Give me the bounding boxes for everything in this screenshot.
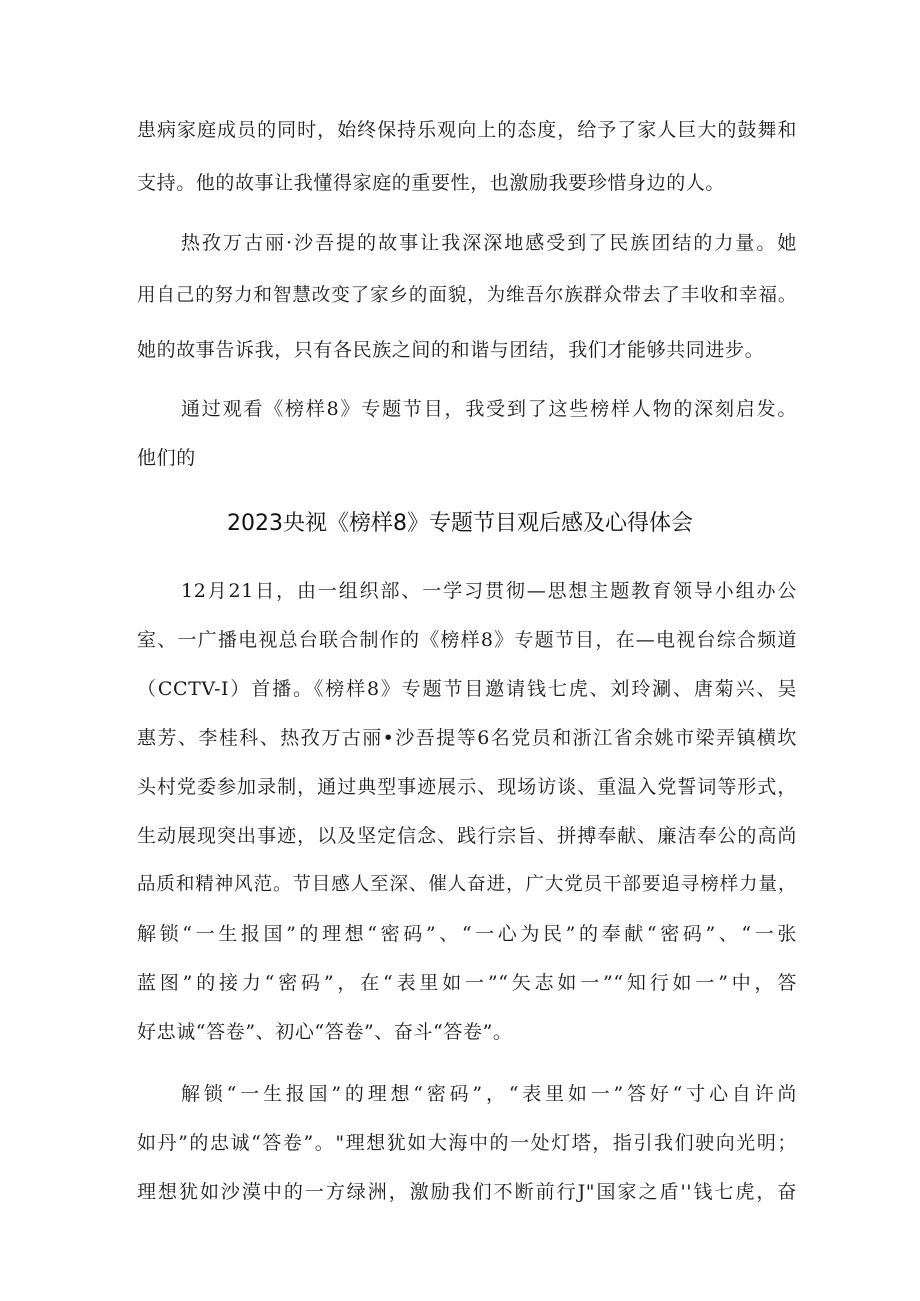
text-line: 解锁“一生报国”的理想“密码”、“一心为民”的奉献“密码”、“一张 [137,923,797,945]
article-title: 2023央视《榜样8》专题节目观后感及心得体会 [227,511,693,536]
text-line: 好忠诚“答卷”、初心“答卷”、奋斗“答卷”。 [137,1021,513,1043]
text-line: 理想犹如沙漠中的一方绿洲，激励我们不断前行J"国家之盾''钱七虎，奋 [137,1181,797,1203]
text-line: 生动展现突出事迹，以及坚定信念、践行宗旨、拼搏奉献、廉洁奉公的高尚 [137,825,797,847]
text-line: 支持。他的故事让我懂得家庭的重要性，也激励我要珍惜身边的人。 [137,172,726,194]
text-line: 她的故事告诉我，只有各民族之间的和谐与团结，我们才能够共同进步。 [137,339,765,361]
text-line: 解锁“一生报国”的理想“密码”，“表里如一”答好“寸心自许尚 [181,1083,797,1105]
text-line: 12月21日，由一组织部、一学习贯彻—思想主题教育领导小组办公 [181,580,797,602]
text-line: 他们的 [137,447,196,469]
text-line: （CCTV-I）首播。《榜样8》专题节目邀请钱七虎、刘玲涮、唐菊兴、吴 [137,678,797,700]
text-line: 患病家庭成员的同时，始终保持乐观向上的态度，给予了家人巨大的鼓舞和 [137,119,797,141]
text-line: 头村党委参加录制，通过典型事迹展示、现场访谈、重温入党誓词等形式， [137,776,797,798]
text-line: 热孜万古丽·沙吾提的故事让我深深地感受到了民族团结的力量。她 [181,232,797,254]
text-line: 通过观看《榜样8》专题节目，我受到了这些榜样人物的深刻启发。 [181,398,797,420]
text-line: 品质和精神风范。节目感人至深、催人奋进，广大党员干部要追寻榜样力量， [137,874,797,895]
text-line: 蓝图”的接力“密码”，在“表里如一”“矢志如一”“知行如一”中，答 [137,972,797,994]
text-line: 用自己的努力和智慧改变了家乡的面貌，为维吾尔族群众带去了丰收和幸福。 [137,285,797,306]
text-line: 如丹”的忠诚“答卷”。"理想犹如大海中的一处灯塔，指引我们驶向光明； [137,1132,797,1154]
text-line: 室、一广播电视总台联合制作的《榜样8》专题节目，在—电视台综合频道 [137,629,797,651]
text-line: 惠芳、李桂科、热孜万古丽•沙吾提等6名党员和浙江省余姚市梁弄镇横坎 [137,727,797,749]
